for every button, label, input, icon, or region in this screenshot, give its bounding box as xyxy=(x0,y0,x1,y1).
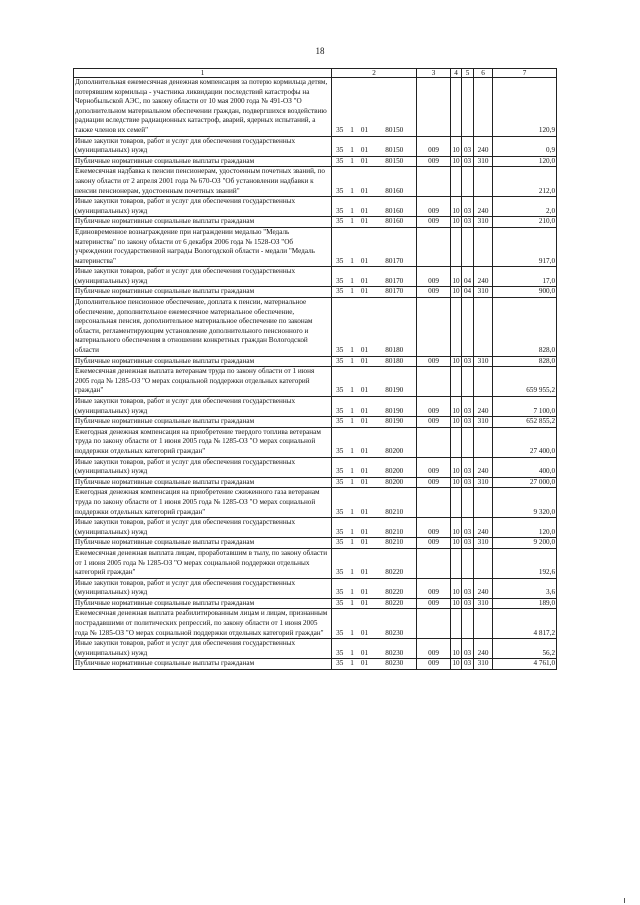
csr-direction: 80150 xyxy=(373,136,417,156)
csr-direction: 80200 xyxy=(373,427,417,457)
csr-main-event: 01 xyxy=(357,267,373,287)
subsection-code: 03 xyxy=(462,477,474,488)
csr-program: 35 xyxy=(332,356,348,367)
grbs-code xyxy=(417,367,451,397)
csr-direction: 80210 xyxy=(373,518,417,538)
csr-main-event: 01 xyxy=(357,78,373,137)
subsection-code: 03 xyxy=(462,217,474,228)
csr-direction: 80160 xyxy=(373,167,417,197)
amount: 2,0 xyxy=(493,197,557,217)
grbs-code: 009 xyxy=(417,156,451,167)
csr-main-event: 01 xyxy=(357,287,373,298)
table-row xyxy=(74,609,557,639)
row-name: Дополнительное пенсионное обеспечение, доплата к пенсии, материальное обеспечение, дополнительное ежемесячное материальное обеспечение, персональная пенсия, дополнительное материальное обеспечение по законам области, регламентирующим установление дополнительного пенсионного и материального обеспечения в отношении конкретных граждан Вологодской области xyxy=(74,298,332,357)
csr-direction: 80230 xyxy=(373,609,417,639)
section-code xyxy=(451,298,462,357)
csr-program: 35 xyxy=(332,367,348,397)
csr-direction: 80200 xyxy=(373,457,417,477)
expense-type-code: 240 xyxy=(474,639,493,659)
table-row xyxy=(74,267,557,287)
expense-type-code xyxy=(474,227,493,266)
csr-subprogram: 1 xyxy=(348,217,357,228)
section-code xyxy=(451,167,462,197)
table-row xyxy=(74,598,557,609)
subsection-code xyxy=(462,298,474,357)
csr-subprogram: 1 xyxy=(348,298,357,357)
amount: 828,0 xyxy=(493,298,557,357)
csr-direction: 80220 xyxy=(373,598,417,609)
table-row xyxy=(74,457,557,477)
section-code xyxy=(451,78,462,137)
csr-direction: 80230 xyxy=(373,639,417,659)
row-name: Публичные нормативные социальные выплаты гражданам xyxy=(74,659,332,670)
amount: 120,0 xyxy=(493,518,557,538)
expense-type-code xyxy=(474,367,493,397)
subsection-code xyxy=(462,78,474,137)
expense-type-code: 310 xyxy=(474,217,493,228)
table-row xyxy=(74,488,557,518)
csr-subprogram: 1 xyxy=(348,167,357,197)
row-name: Ежемесячная денежная выплата реабилитированным лицам и лицам, признанным пострадавшими от политических репрессий, по закону области от 1 июня 2005 года № 1285-ОЗ "О мерах социальной поддержки отдельных категорий граждан" xyxy=(74,609,332,639)
csr-subprogram: 1 xyxy=(348,598,357,609)
section-code xyxy=(451,427,462,457)
grbs-code: 009 xyxy=(417,417,451,428)
subsection-code xyxy=(462,488,474,518)
row-name: Иные закупки товаров, работ и услуг для обеспечения государственных (муниципальных) нужд xyxy=(74,518,332,538)
expense-type-code: 240 xyxy=(474,197,493,217)
expense-type-code: 240 xyxy=(474,397,493,417)
subsection-code xyxy=(462,367,474,397)
expense-type-code: 240 xyxy=(474,136,493,156)
grbs-code: 009 xyxy=(417,267,451,287)
grbs-code xyxy=(417,427,451,457)
csr-program: 35 xyxy=(332,518,348,538)
table-row xyxy=(74,367,557,397)
amount: 652 855,2 xyxy=(493,417,557,428)
amount: 17,0 xyxy=(493,267,557,287)
section-code: 10 xyxy=(451,518,462,538)
grbs-code xyxy=(417,548,451,578)
csr-direction: 80150 xyxy=(373,156,417,167)
table-header-row xyxy=(74,69,557,78)
expense-type-code xyxy=(474,427,493,457)
expense-type-code: 310 xyxy=(474,356,493,367)
grbs-code xyxy=(417,609,451,639)
subsection-code: 03 xyxy=(462,578,474,598)
csr-main-event: 01 xyxy=(357,136,373,156)
expense-type-code xyxy=(474,78,493,137)
table-row xyxy=(74,518,557,538)
csr-main-event: 01 xyxy=(357,548,373,578)
amount: 0,9 xyxy=(493,136,557,156)
amount: 189,0 xyxy=(493,598,557,609)
table-row xyxy=(74,167,557,197)
csr-main-event: 01 xyxy=(357,427,373,457)
csr-program: 35 xyxy=(332,298,348,357)
csr-subprogram: 1 xyxy=(348,659,357,670)
csr-direction: 80190 xyxy=(373,397,417,417)
section-code: 10 xyxy=(451,287,462,298)
csr-direction: 80180 xyxy=(373,356,417,367)
csr-program: 35 xyxy=(332,659,348,670)
csr-subprogram: 1 xyxy=(348,427,357,457)
table-row xyxy=(74,356,557,367)
csr-main-event: 01 xyxy=(357,397,373,417)
amount: 4 761,0 xyxy=(493,659,557,670)
csr-program: 35 xyxy=(332,598,348,609)
csr-main-event: 01 xyxy=(357,488,373,518)
table-row xyxy=(74,136,557,156)
subsection-code: 03 xyxy=(462,156,474,167)
csr-program: 35 xyxy=(332,397,348,417)
csr-main-event: 01 xyxy=(357,518,373,538)
amount: 27 000,0 xyxy=(493,477,557,488)
section-code: 10 xyxy=(451,659,462,670)
csr-program: 35 xyxy=(332,197,348,217)
grbs-code: 009 xyxy=(417,598,451,609)
table-row xyxy=(74,227,557,266)
subsection-code: 03 xyxy=(462,417,474,428)
csr-subprogram: 1 xyxy=(348,548,357,578)
subsection-code: 03 xyxy=(462,356,474,367)
section-code: 10 xyxy=(451,397,462,417)
expense-type-code xyxy=(474,298,493,357)
subsection-code: 03 xyxy=(462,639,474,659)
amount: 9 320,0 xyxy=(493,488,557,518)
csr-direction: 80170 xyxy=(373,287,417,298)
subsection-code xyxy=(462,167,474,197)
grbs-code: 009 xyxy=(417,578,451,598)
section-code: 10 xyxy=(451,197,462,217)
csr-program: 35 xyxy=(332,227,348,266)
csr-main-event: 01 xyxy=(357,156,373,167)
csr-subprogram: 1 xyxy=(348,609,357,639)
csr-main-event: 01 xyxy=(357,167,373,197)
grbs-code: 009 xyxy=(417,538,451,549)
table-row xyxy=(74,287,557,298)
subsection-code xyxy=(462,548,474,578)
subsection-code: 03 xyxy=(462,538,474,549)
csr-subprogram: 1 xyxy=(348,639,357,659)
subsection-code: 04 xyxy=(462,267,474,287)
section-code: 10 xyxy=(451,538,462,549)
page-number: 18 xyxy=(315,46,325,56)
row-name: Иные закупки товаров, работ и услуг для обеспечения государственных (муниципальных) нужд xyxy=(74,397,332,417)
csr-main-event: 01 xyxy=(357,477,373,488)
csr-program: 35 xyxy=(332,578,348,598)
table-row xyxy=(74,427,557,457)
grbs-code: 009 xyxy=(417,659,451,670)
csr-subprogram: 1 xyxy=(348,267,357,287)
section-code xyxy=(451,548,462,578)
subsection-code xyxy=(462,227,474,266)
csr-program: 35 xyxy=(332,457,348,477)
table-row xyxy=(74,217,557,228)
header-col-1: 1 xyxy=(74,69,332,78)
csr-subprogram: 1 xyxy=(348,227,357,266)
csr-direction: 80220 xyxy=(373,578,417,598)
csr-direction: 80230 xyxy=(373,659,417,670)
amount: 828,0 xyxy=(493,356,557,367)
grbs-code: 009 xyxy=(417,639,451,659)
section-code: 10 xyxy=(451,477,462,488)
amount: 9 200,0 xyxy=(493,538,557,549)
row-name: Иные закупки товаров, работ и услуг для обеспечения государственных (муниципальных) нужд xyxy=(74,457,332,477)
csr-main-event: 01 xyxy=(357,298,373,357)
expense-type-code: 310 xyxy=(474,598,493,609)
row-name: Дополнительная ежемесячная денежная компенсация за потерю кормильца детям, потерявшим кормильца - участника ликвидации последствий катастрофы на Чернобыльской АЭС, по закону области от 10 мая 2000 года № 491-ОЗ "О дополнительном материальном обеспечении граждан, подвергшихся воздействию радиации вследствие радиационных катастроф, аварий, ядерных испытаний, а также членов их семей" xyxy=(74,78,332,137)
csr-direction: 80150 xyxy=(373,78,417,137)
csr-subprogram: 1 xyxy=(348,356,357,367)
grbs-code: 009 xyxy=(417,287,451,298)
csr-subprogram: 1 xyxy=(348,417,357,428)
expense-type-code: 240 xyxy=(474,457,493,477)
table-row xyxy=(74,639,557,659)
grbs-code xyxy=(417,167,451,197)
csr-direction: 80160 xyxy=(373,197,417,217)
scan-mark xyxy=(624,898,625,903)
row-name: Ежемесячная денежная выплата лицам, проработавшим в тылу, по закону области от 1 июня 2005 года № 1285-ОЗ "О мерах социальной поддержки отдельных категорий граждан" xyxy=(74,548,332,578)
csr-subprogram: 1 xyxy=(348,367,357,397)
subsection-code: 03 xyxy=(462,598,474,609)
section-code: 10 xyxy=(451,136,462,156)
section-code: 10 xyxy=(451,578,462,598)
table-row xyxy=(74,477,557,488)
expense-type-code: 240 xyxy=(474,578,493,598)
header-col-5: 5 xyxy=(462,69,474,78)
subsection-code: 03 xyxy=(462,397,474,417)
table-body xyxy=(74,78,557,670)
row-name: Ежегодная денежная компенсация на приобретение твердого топлива ветеранам труда по закону области от 1 июня 2005 года № 1285-ОЗ "О мерах социальной поддержки отдельных категорий граждан" xyxy=(74,427,332,457)
subsection-code: 04 xyxy=(462,287,474,298)
table-row xyxy=(74,298,557,357)
section-code: 10 xyxy=(451,156,462,167)
section-code xyxy=(451,609,462,639)
expense-type-code xyxy=(474,488,493,518)
amount: 120,9 xyxy=(493,78,557,137)
row-name: Ежегодная денежная компенсация на приобретение сжиженного газа ветеранам труда по закону области от 1 июня 2005 года № 1285-ОЗ "О мерах социальной поддержки отдельных категорий граждан" xyxy=(74,488,332,518)
csr-subprogram: 1 xyxy=(348,578,357,598)
csr-main-event: 01 xyxy=(357,457,373,477)
csr-direction: 80220 xyxy=(373,548,417,578)
amount: 3,6 xyxy=(493,578,557,598)
table-row xyxy=(74,578,557,598)
csr-direction: 80170 xyxy=(373,267,417,287)
expense-type-code: 240 xyxy=(474,267,493,287)
subsection-code: 03 xyxy=(462,136,474,156)
section-code: 10 xyxy=(451,267,462,287)
row-name: Публичные нормативные социальные выплаты гражданам xyxy=(74,287,332,298)
csr-direction: 80210 xyxy=(373,538,417,549)
table-row xyxy=(74,417,557,428)
csr-subprogram: 1 xyxy=(348,78,357,137)
csr-subprogram: 1 xyxy=(348,488,357,518)
row-name: Ежемесячная денежная выплата ветеранам труда по закону области от 1 июня 2005 года № 1285-ОЗ "О мерах социальной поддержки отдельных категорий граждан" xyxy=(74,367,332,397)
amount: 400,0 xyxy=(493,457,557,477)
csr-subprogram: 1 xyxy=(348,518,357,538)
budget-table xyxy=(73,68,557,670)
csr-main-event: 01 xyxy=(357,367,373,397)
expense-type-code: 310 xyxy=(474,477,493,488)
csr-subprogram: 1 xyxy=(348,156,357,167)
amount: 210,0 xyxy=(493,217,557,228)
table-row xyxy=(74,538,557,549)
csr-main-event: 01 xyxy=(357,598,373,609)
subsection-code: 03 xyxy=(462,197,474,217)
grbs-code: 009 xyxy=(417,397,451,417)
section-code: 10 xyxy=(451,639,462,659)
section-code: 10 xyxy=(451,457,462,477)
grbs-code: 009 xyxy=(417,217,451,228)
csr-subprogram: 1 xyxy=(348,397,357,417)
amount: 27 400,0 xyxy=(493,427,557,457)
grbs-code xyxy=(417,298,451,357)
csr-direction: 80180 xyxy=(373,298,417,357)
row-name: Иные закупки товаров, работ и услуг для обеспечения государственных (муниципальных) нужд xyxy=(74,197,332,217)
section-code: 10 xyxy=(451,417,462,428)
csr-subprogram: 1 xyxy=(348,538,357,549)
csr-program: 35 xyxy=(332,417,348,428)
subsection-code: 03 xyxy=(462,518,474,538)
csr-program: 35 xyxy=(332,287,348,298)
csr-program: 35 xyxy=(332,267,348,287)
csr-program: 35 xyxy=(332,548,348,578)
expense-type-code xyxy=(474,167,493,197)
header-col-6: 6 xyxy=(474,69,493,78)
expense-type-code xyxy=(474,548,493,578)
amount: 7 100,0 xyxy=(493,397,557,417)
row-name: Публичные нормативные социальные выплаты гражданам xyxy=(74,156,332,167)
row-name: Публичные нормативные социальные выплаты гражданам xyxy=(74,538,332,549)
amount: 56,2 xyxy=(493,639,557,659)
expense-type-code: 310 xyxy=(474,659,493,670)
csr-program: 35 xyxy=(332,477,348,488)
csr-subprogram: 1 xyxy=(348,136,357,156)
grbs-code: 009 xyxy=(417,457,451,477)
amount: 659 955,2 xyxy=(493,367,557,397)
csr-main-event: 01 xyxy=(357,609,373,639)
subsection-code: 03 xyxy=(462,457,474,477)
amount: 4 817,2 xyxy=(493,609,557,639)
expense-type-code: 310 xyxy=(474,287,493,298)
row-name: Иные закупки товаров, работ и услуг для обеспечения государственных (муниципальных) нужд xyxy=(74,578,332,598)
header-col-2: 2 xyxy=(332,69,417,78)
row-name: Иные закупки товаров, работ и услуг для обеспечения государственных (муниципальных) нужд xyxy=(74,267,332,287)
csr-program: 35 xyxy=(332,167,348,197)
row-name: Иные закупки товаров, работ и услуг для обеспечения государственных (муниципальных) нужд xyxy=(74,136,332,156)
table-row xyxy=(74,78,557,137)
csr-subprogram: 1 xyxy=(348,197,357,217)
row-name: Публичные нормативные социальные выплаты гражданам xyxy=(74,477,332,488)
subsection-code xyxy=(462,427,474,457)
expense-type-code: 240 xyxy=(474,518,493,538)
grbs-code xyxy=(417,488,451,518)
csr-program: 35 xyxy=(332,609,348,639)
csr-main-event: 01 xyxy=(357,538,373,549)
csr-program: 35 xyxy=(332,156,348,167)
header-col-4: 4 xyxy=(451,69,462,78)
csr-direction: 80210 xyxy=(373,488,417,518)
grbs-code: 009 xyxy=(417,197,451,217)
row-name: Публичные нормативные социальные выплаты гражданам xyxy=(74,598,332,609)
row-name: Публичные нормативные социальные выплаты гражданам xyxy=(74,217,332,228)
csr-direction: 80160 xyxy=(373,217,417,228)
row-name: Иные закупки товаров, работ и услуг для обеспечения государственных (муниципальных) нужд xyxy=(74,639,332,659)
row-name: Публичные нормативные социальные выплаты гражданам xyxy=(74,417,332,428)
csr-main-event: 01 xyxy=(357,417,373,428)
csr-main-event: 01 xyxy=(357,356,373,367)
amount: 212,0 xyxy=(493,167,557,197)
csr-program: 35 xyxy=(332,488,348,518)
csr-main-event: 01 xyxy=(357,227,373,266)
section-code xyxy=(451,488,462,518)
grbs-code xyxy=(417,227,451,266)
subsection-code xyxy=(462,609,474,639)
section-code xyxy=(451,227,462,266)
amount: 192,6 xyxy=(493,548,557,578)
csr-direction: 80190 xyxy=(373,367,417,397)
csr-main-event: 01 xyxy=(357,659,373,670)
table-row xyxy=(74,548,557,578)
csr-main-event: 01 xyxy=(357,639,373,659)
header-col-3: 3 xyxy=(417,69,451,78)
grbs-code: 009 xyxy=(417,518,451,538)
expense-type-code: 310 xyxy=(474,417,493,428)
expense-type-code: 310 xyxy=(474,538,493,549)
csr-program: 35 xyxy=(332,136,348,156)
grbs-code: 009 xyxy=(417,356,451,367)
grbs-code: 009 xyxy=(417,136,451,156)
csr-direction: 80200 xyxy=(373,477,417,488)
row-name: Ежемесячная надбавка к пенсии пенсионерам, удостоенным почетных званий, по закону области от 2 апреля 2001 года № 670-ОЗ "Об установлении надбавки к пенсии пенсионерам, удостоенным почетных званий" xyxy=(74,167,332,197)
section-code xyxy=(451,367,462,397)
section-code: 10 xyxy=(451,598,462,609)
csr-direction: 80170 xyxy=(373,227,417,266)
expense-type-code xyxy=(474,609,493,639)
table-row xyxy=(74,659,557,670)
csr-subprogram: 1 xyxy=(348,457,357,477)
row-name: Публичные нормативные социальные выплаты гражданам xyxy=(74,356,332,367)
csr-program: 35 xyxy=(332,639,348,659)
grbs-code: 009 xyxy=(417,477,451,488)
section-code: 10 xyxy=(451,356,462,367)
csr-main-event: 01 xyxy=(357,217,373,228)
amount: 120,0 xyxy=(493,156,557,167)
table-row xyxy=(74,156,557,167)
csr-subprogram: 1 xyxy=(348,477,357,488)
table-row xyxy=(74,197,557,217)
table-row xyxy=(74,397,557,417)
csr-program: 35 xyxy=(332,427,348,457)
amount: 900,0 xyxy=(493,287,557,298)
grbs-code xyxy=(417,78,451,137)
csr-subprogram: 1 xyxy=(348,287,357,298)
amount: 917,0 xyxy=(493,227,557,266)
csr-main-event: 01 xyxy=(357,578,373,598)
subsection-code: 03 xyxy=(462,659,474,670)
csr-program: 35 xyxy=(332,78,348,137)
csr-direction: 80190 xyxy=(373,417,417,428)
csr-main-event: 01 xyxy=(357,197,373,217)
expense-type-code: 310 xyxy=(474,156,493,167)
row-name: Единовременное вознаграждение при награждении медалью "Медаль материнства" по закону области от 6 декабря 2006 года № 1528-ОЗ "Об учреждении государственной награды Вологодской области - медали "Медаль материнства" xyxy=(74,227,332,266)
csr-program: 35 xyxy=(332,217,348,228)
section-code: 10 xyxy=(451,217,462,228)
header-col-7: 7 xyxy=(493,69,557,78)
csr-program: 35 xyxy=(332,538,348,549)
